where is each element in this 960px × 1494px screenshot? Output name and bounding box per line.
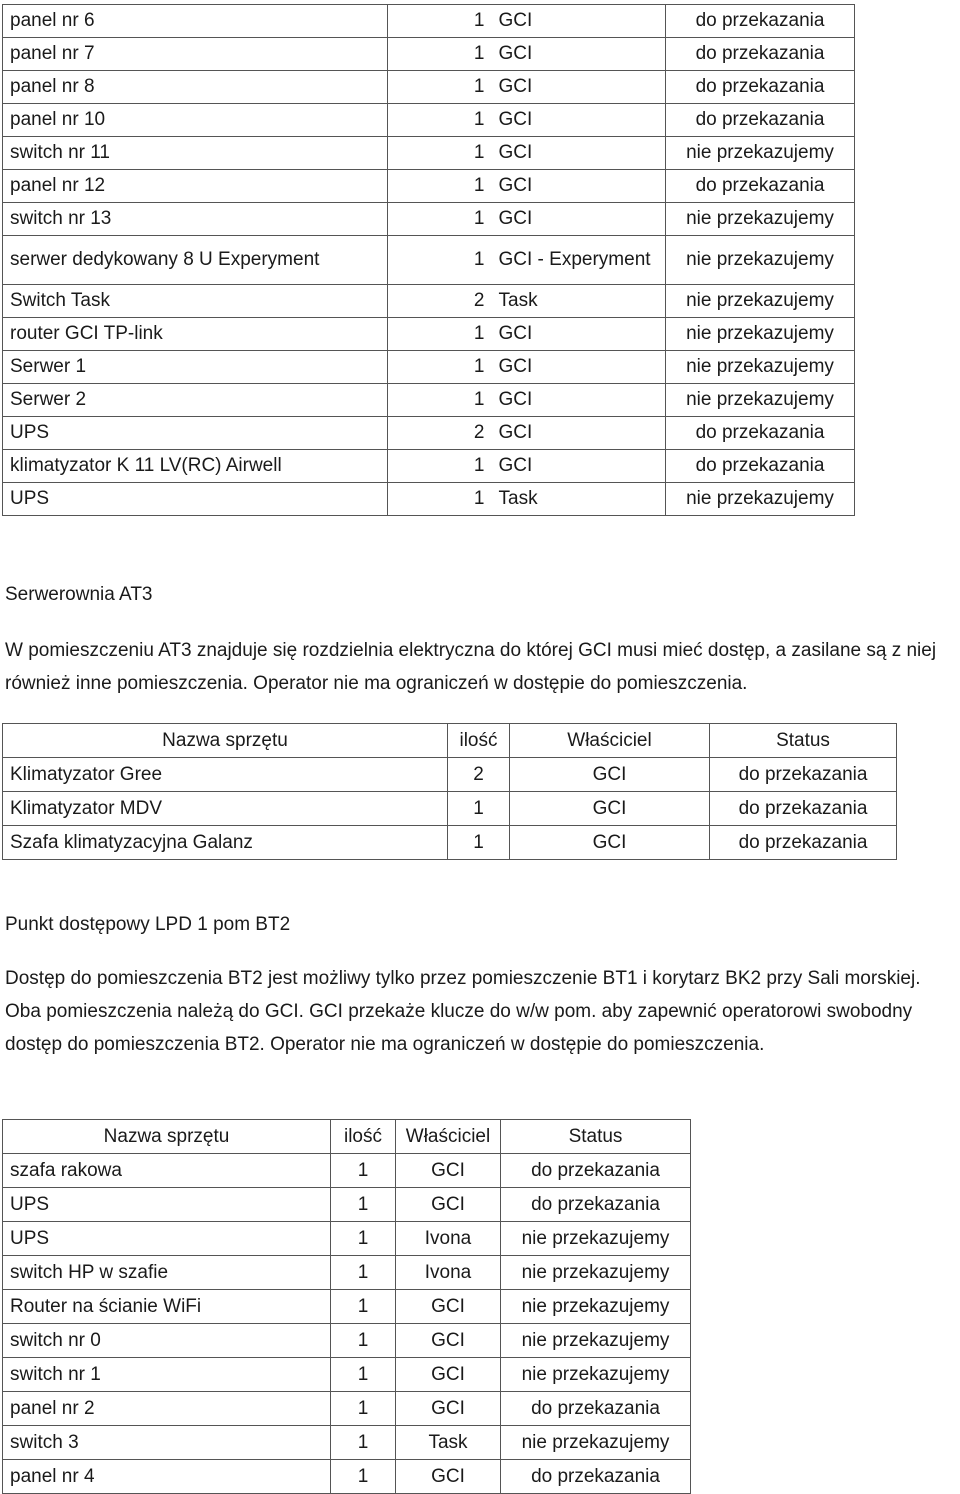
- cell-status: do przekazania: [501, 1154, 691, 1188]
- cell-qty: 1: [388, 71, 492, 104]
- table-row: [3, 104, 855, 137]
- table-row: [3, 792, 897, 826]
- cell-owner: GCI: [492, 450, 666, 483]
- table-row: [3, 1222, 691, 1256]
- cell-status: nie przekazujemy: [666, 236, 855, 285]
- cell-owner: GCI: [510, 758, 710, 792]
- table-row: [3, 236, 855, 285]
- cell-qty: 1: [331, 1392, 396, 1426]
- cell-owner: GCI: [492, 351, 666, 384]
- cell-qty: 2: [448, 758, 510, 792]
- cell-owner: GCI: [492, 38, 666, 71]
- cell-status: do przekazania: [501, 1188, 691, 1222]
- cell-status: do przekazania: [501, 1460, 691, 1494]
- cell-owner: GCI: [396, 1460, 501, 1494]
- cell-qty: 1: [331, 1426, 396, 1460]
- column-header-owner: Właściciel: [396, 1120, 501, 1154]
- cell-name: switch nr 1: [3, 1358, 331, 1392]
- cell-name: Switch Task: [3, 285, 388, 318]
- cell-qty: 1: [448, 792, 510, 826]
- cell-name: szafa rakowa: [3, 1154, 331, 1188]
- cell-name: UPS: [3, 483, 388, 516]
- cell-qty: 1: [331, 1290, 396, 1324]
- table-row: [3, 1324, 691, 1358]
- cell-name: Klimatyzator Gree: [3, 758, 448, 792]
- cell-name: klimatyzator K 11 LV(RC) Airwell: [3, 450, 388, 483]
- cell-owner: GCI: [396, 1154, 501, 1188]
- cell-owner: GCI: [492, 384, 666, 417]
- cell-qty: 2: [388, 285, 492, 318]
- cell-qty: 1: [448, 826, 510, 860]
- cell-owner: Task: [396, 1426, 501, 1460]
- cell-name: UPS: [3, 1222, 331, 1256]
- cell-qty: 1: [388, 5, 492, 38]
- cell-status: nie przekazujemy: [501, 1358, 691, 1392]
- cell-name: serwer dedykowany 8 U Experyment: [3, 236, 388, 285]
- cell-owner: GCI: [396, 1324, 501, 1358]
- cell-name: panel nr 7: [3, 38, 388, 71]
- cell-name: switch HP w szafie: [3, 1256, 331, 1290]
- equipment-table-body: [3, 5, 855, 516]
- column-header-status: Status: [501, 1120, 691, 1154]
- cell-name: panel nr 2: [3, 1392, 331, 1426]
- table-row: [3, 318, 855, 351]
- cell-status: do przekazania: [666, 417, 855, 450]
- cell-owner: Task: [492, 285, 666, 318]
- cell-name: router GCI TP-link: [3, 318, 388, 351]
- cell-qty: 1: [388, 318, 492, 351]
- table-row: [3, 417, 855, 450]
- table-row: [3, 1154, 691, 1188]
- cell-name: Serwer 2: [3, 384, 388, 417]
- column-header-qty: ilość: [331, 1120, 396, 1154]
- cell-owner: GCI: [492, 417, 666, 450]
- cell-name: UPS: [3, 1188, 331, 1222]
- table-row: [3, 170, 855, 203]
- cell-name: switch nr 13: [3, 203, 388, 236]
- cell-name: panel nr 4: [3, 1460, 331, 1494]
- cell-name: Szafa klimatyzacyjna Galanz: [3, 826, 448, 860]
- cell-owner: GCI: [396, 1358, 501, 1392]
- cell-qty: 1: [388, 170, 492, 203]
- table-header-row: [3, 724, 897, 758]
- cell-owner: GCI: [492, 137, 666, 170]
- cell-status: nie przekazujemy: [501, 1222, 691, 1256]
- table-row: [3, 826, 897, 860]
- table-row: [3, 137, 855, 170]
- cell-owner: Ivona: [396, 1256, 501, 1290]
- cell-name: panel nr 12: [3, 170, 388, 203]
- cell-qty: 1: [388, 203, 492, 236]
- cell-status: nie przekazujemy: [501, 1290, 691, 1324]
- cell-qty: 1: [331, 1154, 396, 1188]
- cell-owner: GCI - Experyment: [492, 236, 666, 285]
- cell-owner: GCI: [510, 792, 710, 826]
- cell-owner: GCI: [396, 1188, 501, 1222]
- cell-name: Klimatyzator MDV: [3, 792, 448, 826]
- cell-status: nie przekazujemy: [501, 1426, 691, 1460]
- cell-status: do przekazania: [666, 450, 855, 483]
- table-row: [3, 1358, 691, 1392]
- cell-status: do przekazania: [710, 758, 897, 792]
- cell-status: do przekazania: [666, 5, 855, 38]
- section-heading-bt2: Punkt dostępowy LPD 1 pom BT2: [5, 914, 291, 935]
- cell-qty: 1: [388, 450, 492, 483]
- cell-name: switch nr 11: [3, 137, 388, 170]
- cell-status: nie przekazujemy: [666, 351, 855, 384]
- cell-owner: GCI: [492, 71, 666, 104]
- cell-status: do przekazania: [666, 71, 855, 104]
- cell-status: nie przekazujemy: [666, 483, 855, 516]
- cell-qty: 1: [388, 236, 492, 285]
- table-row: [3, 483, 855, 516]
- cell-name: Serwer 1: [3, 351, 388, 384]
- cell-qty: 1: [331, 1358, 396, 1392]
- section-text-bt2: Dostęp do pomieszczenia BT2 jest możliwy tylko przez pomieszczenie BT1 i korytarz BK2 przy Sali morskiej. Oba pomieszczenia należą do GCI. GCI przekaże klucze do w/w pom. aby zapewnić operatorowi swobodny dostęp do pomieszczenia BT2. Operator nie ma ograniczeń w dostępie do pomieszczenia.: [5, 968, 921, 1055]
- table-row: [3, 5, 855, 38]
- cell-status: nie przekazujemy: [666, 285, 855, 318]
- table-row: [3, 758, 897, 792]
- cell-qty: 1: [388, 483, 492, 516]
- column-header-status: Status: [710, 724, 897, 758]
- column-header-name: Nazwa sprzętu: [3, 1120, 331, 1154]
- cell-qty: 1: [388, 351, 492, 384]
- cell-qty: 1: [388, 384, 492, 417]
- cell-status: nie przekazujemy: [666, 203, 855, 236]
- cell-owner: GCI: [492, 170, 666, 203]
- table-row: [3, 1392, 691, 1426]
- cell-qty: 1: [331, 1256, 396, 1290]
- table-row: [3, 351, 855, 384]
- table-row: [3, 1426, 691, 1460]
- cell-status: nie przekazujemy: [666, 384, 855, 417]
- cell-qty: 1: [388, 38, 492, 71]
- table-row: [3, 38, 855, 71]
- cell-status: nie przekazujemy: [666, 137, 855, 170]
- cell-owner: GCI: [492, 104, 666, 137]
- column-header-name: Nazwa sprzętu: [3, 724, 448, 758]
- at3-table-body: [3, 758, 897, 860]
- cell-status: do przekazania: [710, 792, 897, 826]
- cell-name: panel nr 6: [3, 5, 388, 38]
- cell-name: panel nr 10: [3, 104, 388, 137]
- cell-status: do przekazania: [710, 826, 897, 860]
- cell-qty: 1: [331, 1188, 396, 1222]
- table-row: [3, 285, 855, 318]
- cell-status: nie przekazujemy: [501, 1256, 691, 1290]
- cell-owner: Ivona: [396, 1222, 501, 1256]
- section-text-at3: W pomieszczeniu AT3 znajduje się rozdzielnia elektryczna do której GCI musi mieć dostęp, a zasilane są z niej również inne pomieszczenia. Operator nie ma ograniczeń w dostępie do pomieszczenia.: [5, 640, 937, 694]
- cell-status: nie przekazujemy: [501, 1324, 691, 1358]
- column-header-owner: Właściciel: [510, 724, 710, 758]
- cell-qty: 1: [331, 1324, 396, 1358]
- bt2-table-body: [3, 1154, 691, 1494]
- table-row: [3, 1256, 691, 1290]
- cell-owner: GCI: [396, 1290, 501, 1324]
- cell-name: panel nr 8: [3, 71, 388, 104]
- table-row: [3, 71, 855, 104]
- table-row: [3, 450, 855, 483]
- cell-qty: 1: [331, 1222, 396, 1256]
- cell-name: UPS: [3, 417, 388, 450]
- table-row: [3, 384, 855, 417]
- cell-status: do przekazania: [501, 1392, 691, 1426]
- table-row: [3, 1290, 691, 1324]
- cell-name: Router na ścianie WiFi: [3, 1290, 331, 1324]
- cell-owner: GCI: [492, 203, 666, 236]
- cell-owner: Task: [492, 483, 666, 516]
- cell-name: switch 3: [3, 1426, 331, 1460]
- section-heading-at3: Serwerownia AT3: [5, 584, 153, 605]
- column-header-qty: ilość: [448, 724, 510, 758]
- cell-owner: GCI: [492, 5, 666, 38]
- bt2-equipment-table: [2, 1119, 691, 1494]
- cell-qty: 1: [388, 104, 492, 137]
- cell-qty: 2: [388, 417, 492, 450]
- cell-status: do przekazania: [666, 38, 855, 71]
- cell-status: do przekazania: [666, 170, 855, 203]
- equipment-table-continued: [2, 4, 855, 516]
- at3-equipment-table: [2, 723, 897, 860]
- cell-owner: GCI: [396, 1392, 501, 1426]
- table-row: [3, 203, 855, 236]
- cell-qty: 1: [331, 1460, 396, 1494]
- cell-qty: 1: [388, 137, 492, 170]
- cell-status: do przekazania: [666, 104, 855, 137]
- table-header-row: [3, 1120, 691, 1154]
- cell-owner: GCI: [510, 826, 710, 860]
- table-row: [3, 1460, 691, 1494]
- cell-name: switch nr 0: [3, 1324, 331, 1358]
- table-row: [3, 1188, 691, 1222]
- cell-owner: GCI: [492, 318, 666, 351]
- cell-status: nie przekazujemy: [666, 318, 855, 351]
